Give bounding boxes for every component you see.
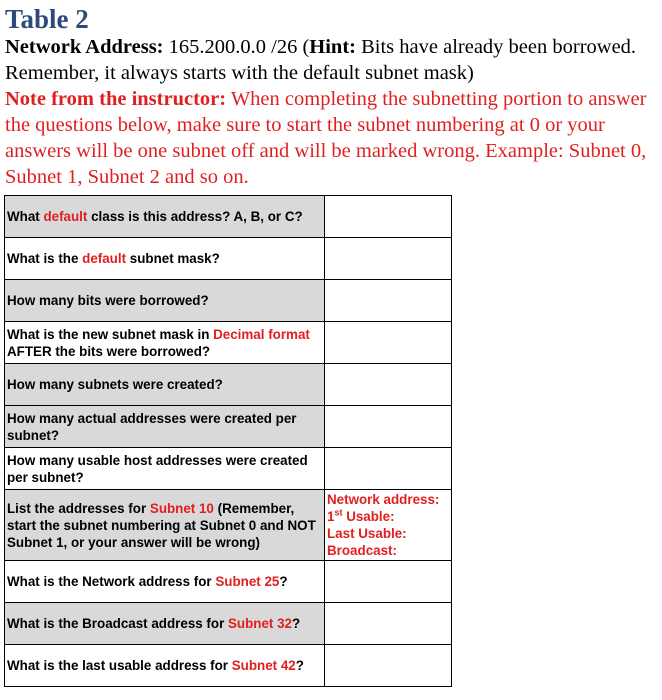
table-row [5,406,452,448]
question-cell: How many subnets were created? [5,364,325,406]
table-row [5,238,452,280]
table-row [5,364,452,406]
answer-cell[interactable] [325,448,452,490]
answer-cell[interactable] [325,196,452,238]
question-cell: What is the Network address for Subnet 25? [5,561,325,603]
intro-paragraph [5,34,660,86]
answer-cell[interactable] [325,322,452,364]
broadcast-answer-label: Broadcast: [327,543,397,558]
subnet-10-answer-cell[interactable] [325,490,452,561]
question-cell: How many actual addresses were created per subnet? [5,406,325,448]
question-cell: List the addresses for Subnet 10 (Remember, start the subnet numbering at Subnet 0 and NOT Subnet 1, or your answer will be wrong) [5,490,325,561]
instructor-note [5,86,660,190]
answer-cell[interactable] [325,561,452,603]
answer-cell[interactable] [325,238,452,280]
answer-cell[interactable] [325,280,452,322]
network-address-answer-label: Network address: [327,492,440,507]
note-label: Note from the instructor: [5,88,227,110]
document [5,4,660,190]
first-usable-answer-label: 1st Usable: [327,507,395,524]
question-cell: What is the default subnet mask? [5,238,325,280]
table-row [5,561,452,603]
hint-text: Bits have already been borrowed. Remember, it always starts with the default subnet mask) [5,36,637,84]
network-address-value: 165.200.0.0 /26 ( [163,36,310,58]
network-address-label: Network Address: [5,36,164,58]
table-row [5,280,452,322]
question-cell: How many usable host addresses were created per subnet? [5,448,325,490]
question-cell: What is the new subnet mask in Decimal format AFTER the bits were borrowed? [5,322,325,364]
answer-cell[interactable] [325,364,452,406]
table-row [5,196,452,238]
hint-label: Hint: [309,36,356,58]
question-cell: How many bits were borrowed? [5,280,325,322]
answer-cell[interactable] [325,603,452,645]
table-row [5,448,452,490]
answer-cell[interactable] [325,645,452,687]
table-row [5,603,452,645]
note-text: When completing the subnetting portion to answer the questions below, make sure to start the subnet numbering at 0 or your answers will be one subnet off and will be marked wrong. [5,88,647,162]
question-cell: What is the Broadcast address for Subnet 32? [5,603,325,645]
answer-cell[interactable] [325,406,452,448]
page-title: Table 2 [5,4,89,34]
table-row [5,322,452,364]
table-row [5,645,452,687]
table-row [5,490,452,561]
subnetting-table [4,195,452,687]
question-cell: What default class is this address? A, B, or C? [5,196,325,238]
question-cell: What is the last usable address for Subnet 42? [5,645,325,687]
last-usable-answer-label: Last Usable: [327,526,407,541]
note-example: Example: Subnet 0, Subnet 1, Subnet 2 and so on. [5,140,647,188]
